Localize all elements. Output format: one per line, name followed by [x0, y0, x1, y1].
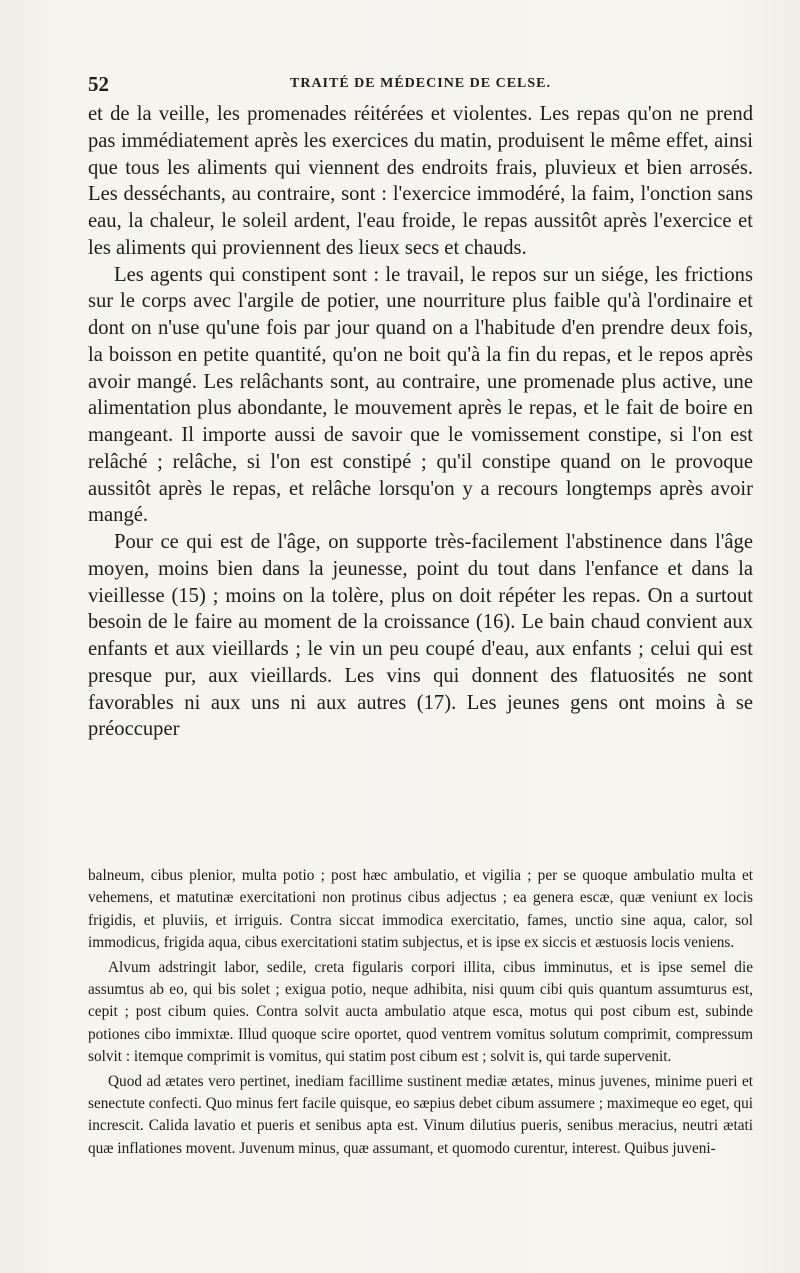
main-paragraph: Pour ce qui est de l'âge, on supporte très-facilement l'abstinence dans l'âge moyen, moins bien dans la jeunesse, point du tout dans l'enfance et dans la vieillesse (15) ; moins on la tolère, plus on doit répéter les repas. On a surtout besoin de le faire au moment de la croissance (16). Le bain chaud convient aux enfants et aux vieillards ; le vin un peu coupé d'eau, aux enfants ; celui qui est presque pur, aux vieillards. Les vins qui donnent des flatuosités ne sont favorables ni aux uns ni aux autres (17). Les jeunes gens ont moins à se préoccuper	[88, 531, 753, 741]
main-paragraph: Les agents qui constipent sont : le travail, le repos sur un siége, les frictions sur le corps avec l'argile de potier, une nourriture plus faible qu'à l'ordinaire et dont on n'use qu'une fois par jour quand on a l'habitude d'en prendre deux fois, la boisson en petite quantité, qu'on ne boit qu'à la fin du repas, et le repos après avoir mangé. Les relâchants sont, au contraire, une promenade plus active, une alimentation plus abondante, le mouvement après le repas, et le fait de boire en mangeant. Il importe aussi de savoir que le vomissement constipe, si l'on est relâché ; relâche, si l'on est constipé ; qu'il constipe quand on le provoque aussitôt après le repas, et relâche lorsqu'on y a recours longtemps après avoir mangé.	[88, 263, 753, 527]
page-number: 52	[88, 72, 109, 96]
note-paragraph: Alvum adstringit labor, sedile, creta figularis corpori illita, cibus imminutus, et is ipse semel die assumtus ab eo, qui bis solet ; exigua potio, neque adhibita, nisi quum cibi quis quantum assumturus est, cepit ; post cibum quies. Contra solvit aucta ambulatio atque esca, motus qui post cibum est, subinde potiones cibo immixtæ. Illud quoque scire oportet, quod ventrem vomitus solutum comprimit, compressum solvit : itemque comprimit is vomitus, qui statim post cibum est ; solvit is, qui tarde supervenit.	[88, 958, 753, 1066]
main-paragraph: et de la veille, les promenades réitérées et violentes. Les repas qu'on ne prend pas immédiatement après les exercices du matin, produisent le même effet, ainsi que tous les aliments qui viennent des endroits frais, pluvieux et bien arrosés. Les desséchants, au contraire, sont : l'exercice immodéré, la faim, l'onction sans eau, la chaleur, le soleil ardent, l'eau froide, le repas aussitôt après l'exercice et les aliments qui proviennent des lieux secs et chauds.	[88, 103, 753, 259]
latin-notes	[88, 865, 753, 1162]
page-header	[88, 70, 753, 100]
note-paragraph: balneum, cibus plenior, multa potio ; post hæc ambulatio, et vigilia ; per se quoque ambulatio multa et vehemens, et matutinæ exercitationi non protinus cibus adjectus ; ea genera escæ, quæ veniunt ex locis frigidis, et pluviis, et irriguis. Contra siccat immodica exercitatio, fames, unctio sine aqua, calor, sol immodicus, frigida aqua, cibus exercitationi statim subjectus, et is ipse ex siccis et æstuosis locis veniens.	[88, 867, 753, 952]
running-title: TRAITÉ DE MÉDECINE DE CELSE.	[290, 76, 551, 91]
main-text	[88, 101, 753, 743]
note-paragraph: Quod ad ætates vero pertinet, inediam facillime sustinent mediæ ætates, minus juvenes, minime pueri et senectute confecti. Quo minus fert facile quisque, eo sæpius debet cibum assumere ; maximeque eo eget, qui increscit. Calida lavatio et pueris et senibus apta est. Vinum dilutius pueris, senibus meracius, neutri ætati quæ inflationes movent. Juvenum minus, quæ assumant, et quomodo curentur, interest. Quibus juveni-	[88, 1072, 753, 1157]
